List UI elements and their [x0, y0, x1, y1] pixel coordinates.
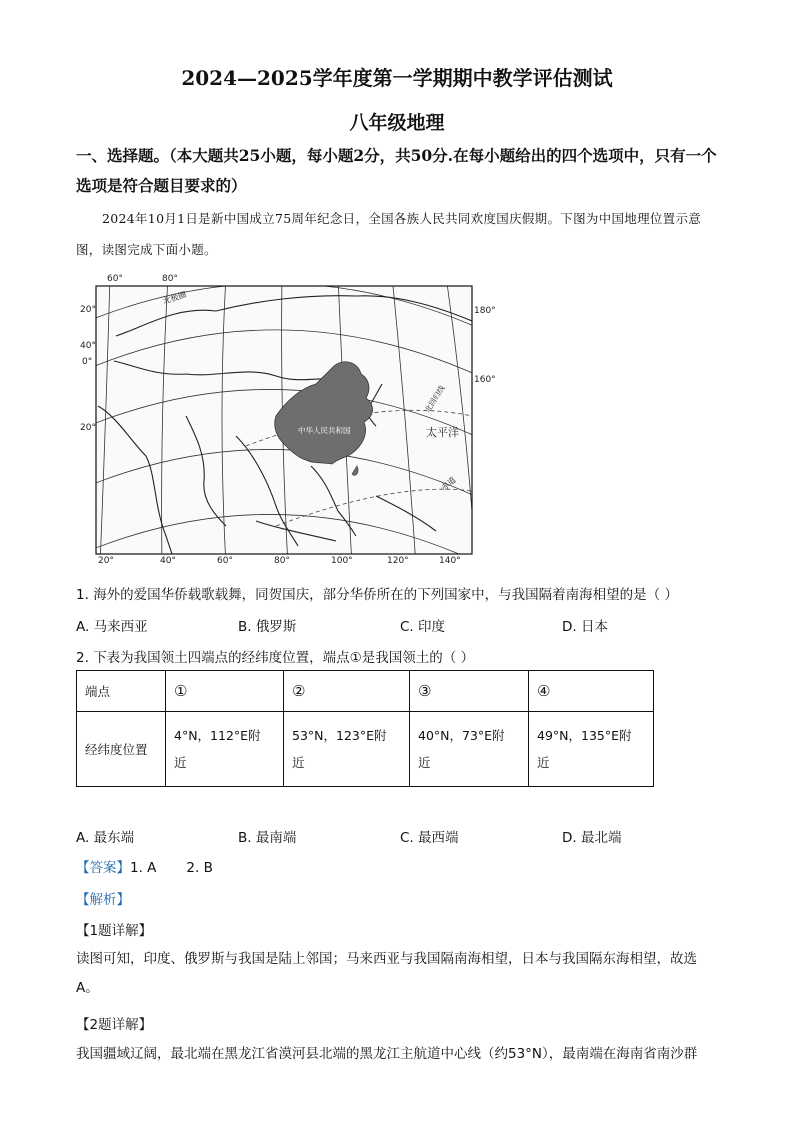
question-intro: 2024年10月1日是新中国成立75周年纪念日，全国各族人民共同欢度国庆假期。下图为中国地理位置示意图，读图完成下面小题。	[76, 211, 702, 257]
cell-text: 近	[537, 755, 550, 770]
option-2b[interactable]: B. 最南端	[238, 830, 297, 846]
answer-label: 【答案】	[76, 860, 130, 876]
q2-detail-text: 我国疆域辽阔，最北端在黑龙江省漠河县北端的黑龙江主航道中心线（约53°N），最南端在海南省南沙群	[76, 1046, 698, 1062]
question-1-text: 海外的爱国华侨载歌载舞，同贺国庆，部分华侨所在的下列国家中，与我国隔着南海相望的是（ ）	[93, 587, 678, 603]
answer-item-2: 2. B	[186, 860, 213, 876]
cell-text: 近	[292, 755, 305, 770]
analysis-label: 【解析】	[76, 892, 130, 908]
option-2c[interactable]: C. 最西端	[400, 830, 459, 846]
q1-detail-heading: 【1题详解】	[76, 923, 153, 939]
cell-text: 53°N，123°E附	[292, 728, 387, 743]
right-label-140: 140°	[439, 556, 461, 566]
cell-text: 4°N，112°E附	[174, 728, 261, 743]
left-label-20b: 20°	[80, 423, 96, 433]
cell-text: 40°N，73°E附	[418, 728, 505, 743]
equator-label: 赤道	[439, 475, 458, 493]
table-cell	[166, 712, 284, 787]
table-header-cell: 端点	[77, 671, 166, 712]
cell-text: 49°N，135°E附	[537, 728, 632, 743]
option-1c[interactable]: C. 印度	[400, 619, 446, 635]
question-2	[76, 646, 474, 666]
left-label-20: 20°	[80, 305, 96, 315]
pacific-ocean-label: 太平洋	[426, 426, 459, 439]
china-label: 中华人民共和国	[298, 426, 351, 435]
table-row-label: 经纬度位置	[77, 712, 166, 787]
bottom-label-20: 20°	[98, 556, 114, 566]
arctic-circle-label: 北极圈	[161, 289, 188, 306]
table-row	[77, 712, 654, 787]
table-header-cell: ④	[529, 671, 654, 712]
bottom-label-100: 100°	[331, 556, 353, 566]
table-header-cell: ①	[166, 671, 284, 712]
table-header-cell: ③	[410, 671, 529, 712]
china-location-map	[76, 266, 496, 566]
table-cell	[410, 712, 529, 787]
exam-subtitle: 八年级地理	[349, 112, 445, 134]
taiwan-island	[359, 437, 363, 441]
option-1a[interactable]: A. 马来西亚	[76, 619, 148, 635]
option-1d[interactable]: D. 日本	[562, 619, 608, 635]
q2-detail-heading: 【2题详解】	[76, 1017, 153, 1033]
table-header-cell: ②	[284, 671, 410, 712]
q1-detail-text: 读图可知，印度、俄罗斯与我国是陆上邻国；马来西亚与我国隔南海相望，日本与我国隔东海相望，故选A。	[76, 951, 697, 996]
table-header-row	[77, 671, 654, 712]
question-1-number: 1.	[76, 587, 89, 603]
left-label-40: 40°	[80, 341, 96, 351]
cell-text: 近	[174, 755, 187, 770]
answer-line	[76, 856, 213, 876]
answer-item-1: 1. A	[130, 860, 157, 876]
bottom-label-120: 120°	[387, 556, 409, 566]
table-cell	[284, 712, 410, 787]
left-label-0: 0°	[82, 357, 93, 367]
right-label-180: 180°	[474, 306, 496, 316]
option-2a[interactable]: A. 最东端	[76, 830, 135, 846]
table-cell	[529, 712, 654, 787]
extreme-points-table	[76, 670, 654, 787]
bottom-label-60: 60°	[217, 556, 233, 566]
tropic-of-cancer-label: 北回归线	[423, 383, 447, 415]
bottom-label-80: 80°	[274, 556, 290, 566]
question-2-number: 2.	[76, 650, 89, 666]
question-1	[76, 583, 678, 603]
right-label-160: 160°	[474, 375, 496, 385]
cell-text: 近	[418, 755, 431, 770]
top-label-80: 80°	[162, 274, 178, 284]
question-2-text: 下表为我国领土四端点的经纬度位置，端点①是我国领土的（ ）	[93, 650, 475, 666]
option-1b[interactable]: B. 俄罗斯	[238, 619, 297, 635]
bottom-label-40: 40°	[160, 556, 176, 566]
section-heading: 一、选择题。（本大题共25小题，每小题2分，共50分.在每小题给出的四个选项中，只有一个选项是符合题目要求的）	[76, 146, 717, 195]
top-label-60: 60°	[107, 274, 123, 284]
option-2d[interactable]: D. 最北端	[562, 830, 622, 846]
exam-title: 2024—2025学年度第一学期期中教学评估测试	[181, 66, 613, 90]
